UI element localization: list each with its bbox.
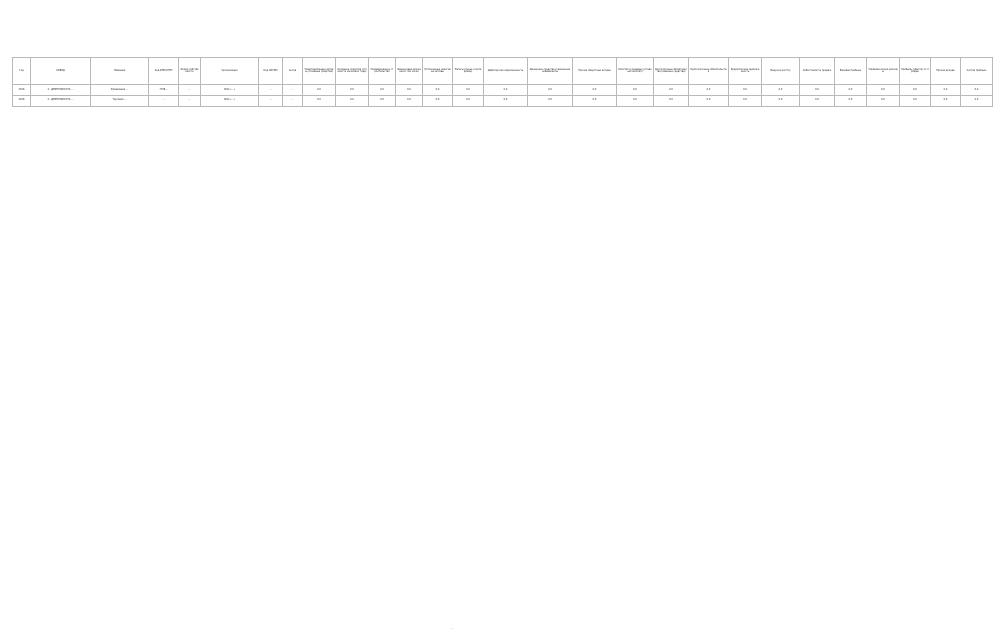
- data-table: [12, 57, 993, 107]
- table-cell: 0.0: [453, 95, 484, 106]
- table-cell: 0.0: [303, 85, 336, 96]
- table-cell: 0.0: [369, 95, 396, 106]
- column-header: Управленческие расходы: [867, 58, 900, 85]
- column-header: Нематериальные активы (основные средства): [303, 58, 336, 85]
- column-header: Валовая прибыль: [835, 58, 867, 85]
- table-cell: 4 - ДЕЯТЕЛЬНОСТЬ …: [31, 85, 91, 96]
- column-header: Актив: [283, 58, 303, 85]
- table-cell: 0.0: [835, 85, 867, 96]
- table-cell: 0.0: [800, 95, 835, 106]
- table-cell: 2016: [13, 85, 31, 96]
- column-header: Финансовые вложения в том числе: [396, 58, 423, 85]
- column-header: Год: [13, 58, 31, 85]
- table-cell: ООО «…»: [201, 85, 259, 96]
- table-cell: 0.0: [931, 95, 961, 106]
- column-header: Название: [91, 58, 149, 85]
- column-header: Отложенные налоговые активы: [423, 58, 453, 85]
- table-cell: 0.0: [762, 85, 800, 96]
- column-header: Организация: [201, 58, 259, 85]
- table-cell: 0.0: [931, 85, 961, 96]
- table-cell: …: [283, 85, 303, 96]
- column-header: Запасы (сырье и материалы): [453, 58, 484, 85]
- table-cell: 0.0: [573, 95, 617, 106]
- table-cell: 0.0: [336, 85, 369, 96]
- table-header-row: [13, 58, 993, 85]
- table-cell: 0.0: [423, 95, 453, 106]
- table-cell: 0.0: [617, 85, 654, 96]
- column-header: Чистая прибыль: [961, 58, 993, 85]
- table-cell: 0.0: [484, 95, 528, 106]
- column-header: Прочие доходы: [931, 58, 961, 85]
- table-cell: 0.0: [423, 85, 453, 96]
- column-header: Дебиторская задолженность: [484, 58, 528, 85]
- table-cell: 0.0: [800, 85, 835, 96]
- table-row: [13, 85, 993, 96]
- table-cell: 0.0: [961, 95, 993, 106]
- table-cell: 0.0: [900, 95, 931, 106]
- column-header: Незавершенное строительство: [369, 58, 396, 85]
- table-cell: 0.0: [528, 95, 573, 106]
- table-row: [13, 95, 993, 106]
- table-cell: 0.0: [484, 85, 528, 96]
- table-cell: 0.0: [396, 85, 423, 96]
- table-cell: 0.0: [729, 85, 762, 96]
- table-cell: 0.0: [961, 85, 993, 96]
- column-header: Прочие оборотные активы: [573, 58, 617, 85]
- column-header: Себестоимость продаж: [800, 58, 835, 85]
- table-cell: 0.0: [654, 85, 689, 96]
- column-header: Краткосрочные обязательства: [689, 58, 729, 85]
- table-cell: …: [179, 95, 201, 106]
- column-header: Капитал и резервы (уставный капитал): [617, 58, 654, 85]
- column-header: Долгосрочные обязательства (заемные средства): [654, 58, 689, 85]
- page-footer: …: [451, 626, 454, 630]
- table-cell: 0.0: [689, 95, 729, 106]
- table-cell: 0.0: [336, 95, 369, 106]
- table-cell: …: [259, 95, 283, 106]
- table-cell: 0.0: [729, 95, 762, 106]
- column-header: Прибыль (убыток) от продаж: [900, 58, 931, 85]
- table-cell: …: [259, 85, 283, 96]
- table-cell: Управление …: [91, 85, 149, 96]
- table-cell: 0.0: [303, 95, 336, 106]
- table-cell: …: [149, 95, 179, 106]
- table-cell: 4 - ДЕЯТЕЛЬНОСТЬ …: [31, 95, 91, 106]
- column-header: Форма собственности: [179, 58, 201, 85]
- table-cell: 7708…: [149, 85, 179, 96]
- table-cell: 0.0: [654, 95, 689, 106]
- column-header: Основные средства (стоимость на начало года): [336, 58, 369, 85]
- table-cell: 0.0: [867, 85, 900, 96]
- table-cell: ООО «…»: [201, 95, 259, 106]
- column-header: Кредиторская задолженность: [729, 58, 762, 85]
- table-cell: 0.0: [900, 85, 931, 96]
- table-cell: …: [283, 95, 303, 106]
- table-cell: 0.0: [689, 85, 729, 96]
- table-cell: 0.0: [617, 95, 654, 106]
- column-header: Код ОКТМО: [259, 58, 283, 85]
- table-cell: 0.0: [369, 85, 396, 96]
- report-page: [12, 57, 987, 107]
- table-cell: Торговля …: [91, 95, 149, 106]
- column-header: Выручка (нетто): [762, 58, 800, 85]
- column-header: Денежные средства и денежные эквиваленты: [528, 58, 573, 85]
- table-cell: 0.0: [762, 95, 800, 106]
- table-cell: 0.0: [867, 95, 900, 106]
- table-cell: …: [179, 85, 201, 96]
- table-cell: 0.0: [528, 85, 573, 96]
- table-cell: 0.0: [573, 85, 617, 96]
- column-header: Код ИНН/ОГРН: [149, 58, 179, 85]
- table-cell: 0.0: [835, 95, 867, 106]
- table-cell: 2016: [13, 95, 31, 106]
- column-header: ОКВЭД: [31, 58, 91, 85]
- table-cell: 0.0: [396, 95, 423, 106]
- table-cell: 0.0: [453, 85, 484, 96]
